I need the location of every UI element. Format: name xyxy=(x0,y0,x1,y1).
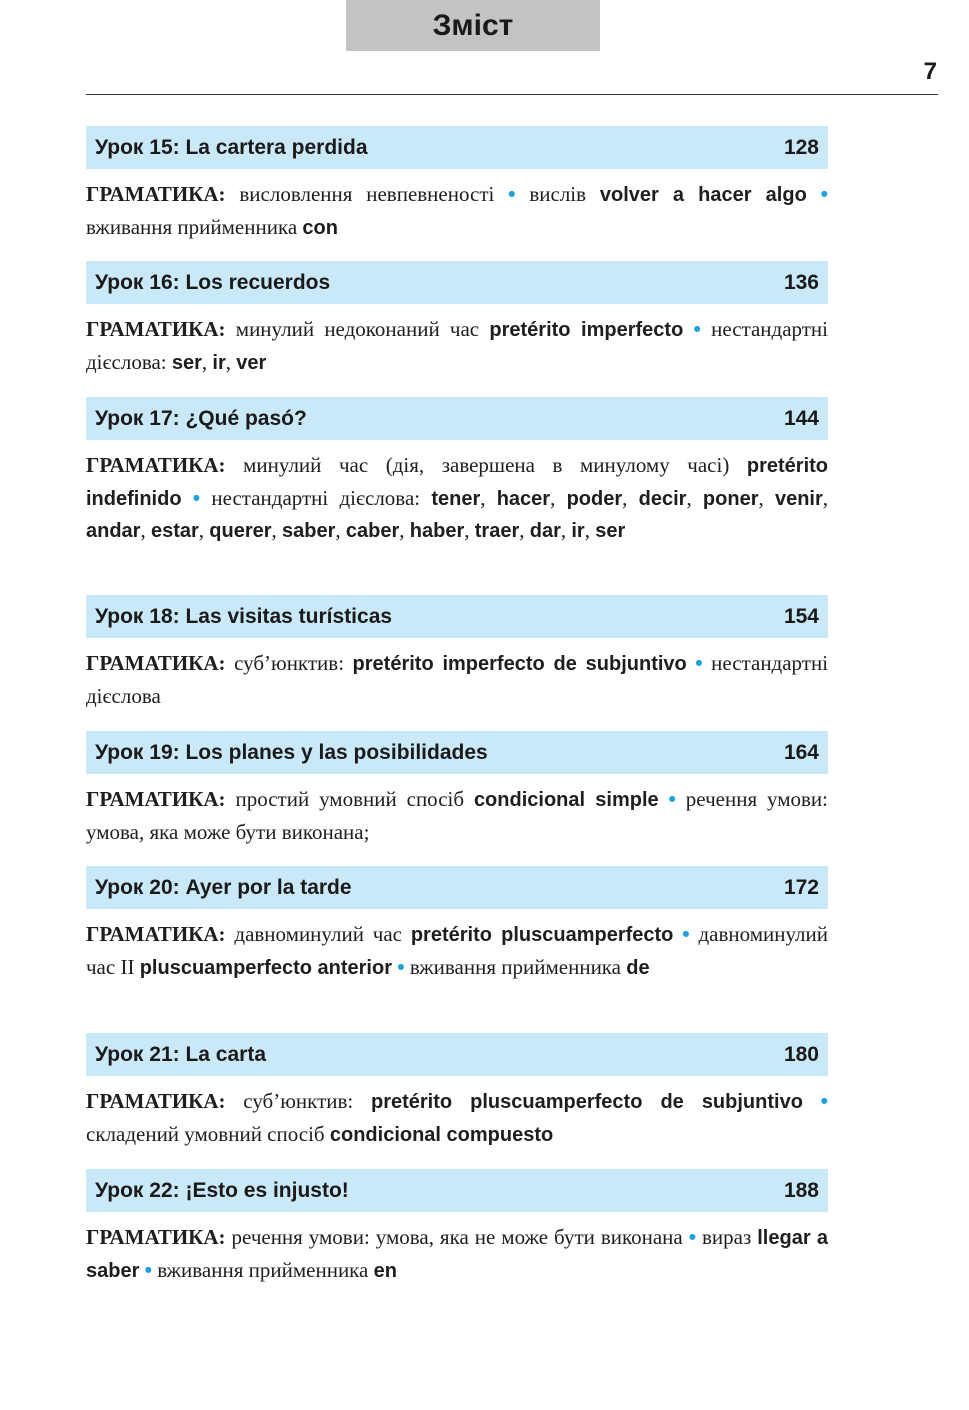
grammar-label: ГРАМАТИКА: xyxy=(86,651,226,675)
grammar-text xyxy=(659,787,669,811)
grammar-text: вживання прийменника xyxy=(404,954,627,979)
grammar-text: давноминулий час II xyxy=(86,922,828,979)
lesson-entry xyxy=(86,397,828,548)
grammar-text: давноминулий час xyxy=(234,922,411,946)
grammar-description xyxy=(86,648,828,712)
bullet-separator: • xyxy=(820,1090,829,1113)
spanish-term: llegar a saber xyxy=(86,1227,828,1282)
grammar-text: , xyxy=(201,349,213,374)
grammar-text: простий умовний спосіб xyxy=(235,787,474,811)
grammar-text xyxy=(807,182,821,206)
spanish-term: ver xyxy=(236,351,267,374)
spanish-term: con xyxy=(302,216,338,239)
grammar-text: нестандартні дієслова: xyxy=(200,485,432,510)
page-number: 7 xyxy=(923,58,937,85)
bullet-separator: • xyxy=(688,1226,697,1249)
grammar-text: , xyxy=(584,518,596,542)
lesson-page-number: 164 xyxy=(783,740,819,764)
spanish-term: pluscuamperfecto anterior xyxy=(139,956,392,979)
spanish-term: pretérito imperfecto de subjuntivo xyxy=(352,653,687,675)
grammar-text: минулий час (дія, завершена в минулому часі) xyxy=(243,453,747,477)
bullet-separator: • xyxy=(192,486,201,510)
spanish-term: de xyxy=(626,956,650,979)
spanish-term: andar xyxy=(86,520,141,542)
grammar-text xyxy=(673,922,682,946)
lesson-entry xyxy=(86,261,828,379)
lesson-header-bar[interactable] xyxy=(86,1169,828,1212)
spanish-term: dar xyxy=(529,520,561,542)
lesson-title: Урок 21: La carta xyxy=(95,1042,266,1066)
spanish-term: pretérito indefinido xyxy=(86,455,828,510)
grammar-text: речення умови: умова, яка не може бути виконана xyxy=(231,1225,689,1249)
grammar-text: , xyxy=(140,518,151,542)
spanish-term: ir xyxy=(571,520,585,542)
grammar-text: , xyxy=(560,518,572,542)
lesson-page-number: 172 xyxy=(783,875,819,899)
grammar-text: , xyxy=(399,518,410,542)
lesson-page-number: 180 xyxy=(783,1042,819,1066)
grammar-text: вживання прийменника xyxy=(86,214,303,239)
spanish-term: ser xyxy=(595,520,626,542)
spanish-term: haber xyxy=(409,520,465,542)
grammar-description xyxy=(86,179,828,244)
bullet-separator: • xyxy=(397,955,405,979)
contents-title: Зміст xyxy=(432,8,514,42)
grammar-text: суб’юнктив: xyxy=(243,1089,371,1113)
grammar-text: минулий недоконаний час xyxy=(235,317,490,341)
spanish-term: poner xyxy=(702,487,759,510)
bullet-separator: • xyxy=(508,183,516,206)
lesson-title: Урок 18: Las visitas turísticas xyxy=(95,604,393,628)
grammar-text: , xyxy=(198,518,210,542)
spanish-term: venir xyxy=(774,487,823,510)
grammar-description xyxy=(86,1222,828,1287)
spanish-term: hacer xyxy=(496,487,551,510)
lesson-entry xyxy=(86,1033,828,1151)
spanish-term: ir xyxy=(212,351,226,374)
lesson-header-bar[interactable] xyxy=(86,397,828,440)
contents-title-tab xyxy=(346,0,600,51)
grammar-description xyxy=(86,784,828,848)
spanish-term: volver a hacer algo xyxy=(599,184,807,206)
grammar-text: суб’юнктив: xyxy=(234,651,353,675)
grammar-label: ГРАМАТИКА: xyxy=(86,182,226,206)
spanish-term: traer xyxy=(474,520,520,542)
spanish-term: estar xyxy=(150,520,199,542)
grammar-label: ГРАМАТИКА: xyxy=(86,922,226,946)
grammar-text: , xyxy=(225,349,237,374)
grammar-text: , xyxy=(822,485,829,510)
grammar-label: ГРАМАТИКА: xyxy=(86,1089,226,1113)
grammar-text xyxy=(803,1089,821,1113)
grammar-text: нестандартні дієслова xyxy=(86,651,829,708)
spanish-term: en xyxy=(373,1259,397,1282)
grammar-description xyxy=(86,1086,828,1151)
spanish-term: pretérito pluscuamperfecto xyxy=(410,924,674,946)
grammar-text xyxy=(182,486,193,510)
header-rule xyxy=(86,94,938,95)
lesson-header-bar[interactable] xyxy=(86,731,828,774)
grammar-label: ГРАМАТИКА: xyxy=(86,1225,226,1249)
lesson-page-number: 128 xyxy=(783,135,819,159)
grammar-text: складений умовний спосіб xyxy=(86,1121,330,1146)
grammar-text: вживання прийменника xyxy=(151,1257,374,1282)
lesson-title: Урок 20: Ayer por la tarde xyxy=(95,875,352,899)
lesson-header-bar[interactable] xyxy=(86,126,828,169)
grammar-description xyxy=(86,450,828,548)
bullet-separator: • xyxy=(144,1258,152,1282)
bullet-separator: • xyxy=(820,183,828,206)
spanish-term: ser xyxy=(171,351,202,374)
spanish-term: condicional simple xyxy=(473,789,659,811)
lesson-title: Урок 16: Los recuerdos xyxy=(95,270,331,294)
grammar-text: , xyxy=(464,518,475,542)
spanish-term: tener xyxy=(431,487,481,510)
lesson-title: Урок 17: ¿Qué pasó? xyxy=(95,406,307,430)
lesson-title: Урок 19: Los planes y las posibilidades xyxy=(95,740,488,764)
lesson-page-number: 144 xyxy=(783,406,819,430)
grammar-text: , xyxy=(758,485,775,510)
lesson-title: Урок 15: La cartera perdida xyxy=(95,135,368,159)
lesson-header-bar[interactable] xyxy=(86,1033,828,1076)
grammar-text: , xyxy=(686,485,703,510)
grammar-text: , xyxy=(622,485,639,510)
grammar-text: вираз xyxy=(696,1225,758,1249)
spanish-term: saber xyxy=(282,520,336,542)
lesson-entry xyxy=(86,1169,828,1287)
grammar-text xyxy=(683,317,693,341)
lesson-entry xyxy=(86,731,828,848)
spanish-term: pretérito imperfecto xyxy=(489,319,684,341)
grammar-text: висловлення невпевненості xyxy=(239,182,509,206)
bullet-separator: • xyxy=(682,923,690,946)
grammar-description xyxy=(86,314,828,379)
grammar-label: ГРАМАТИКА: xyxy=(86,317,226,341)
lesson-page-number: 136 xyxy=(783,270,819,294)
bullet-separator: • xyxy=(693,318,701,341)
grammar-text: , xyxy=(480,485,497,510)
spanish-term: caber xyxy=(345,520,400,542)
lesson-header-bar[interactable] xyxy=(86,866,828,909)
bullet-separator: • xyxy=(668,788,676,811)
spanish-term: querer xyxy=(209,520,272,542)
spanish-term: poder xyxy=(566,487,623,510)
spanish-term: decir xyxy=(638,487,687,510)
lesson-entry xyxy=(86,866,828,984)
bullet-separator: • xyxy=(695,652,703,675)
lesson-entry xyxy=(86,126,828,244)
grammar-text: , xyxy=(519,518,530,542)
grammar-text: , xyxy=(550,485,567,510)
grammar-text: вислів xyxy=(515,182,600,206)
lesson-header-bar[interactable] xyxy=(86,595,828,638)
grammar-text: , xyxy=(335,518,346,542)
spanish-term: condicional compuesto xyxy=(329,1123,554,1146)
lesson-entry xyxy=(86,595,828,712)
lesson-page-number: 154 xyxy=(783,604,819,628)
lesson-title: Урок 22: ¡Esto es injusto! xyxy=(95,1178,349,1202)
spanish-term: pretérito pluscuamperfecto de subjuntivo xyxy=(370,1091,803,1113)
lesson-header-bar[interactable] xyxy=(86,261,828,304)
grammar-description xyxy=(86,919,828,984)
grammar-text: , xyxy=(271,518,283,542)
grammar-text: речення умови: умова, яка може бути виконана; xyxy=(86,787,828,844)
grammar-label: ГРАМАТИКА: xyxy=(86,787,226,811)
grammar-label: ГРАМАТИКА: xyxy=(86,453,226,477)
lesson-page-number: 188 xyxy=(783,1178,819,1202)
grammar-text: нестандартні дієслова: xyxy=(86,317,828,374)
